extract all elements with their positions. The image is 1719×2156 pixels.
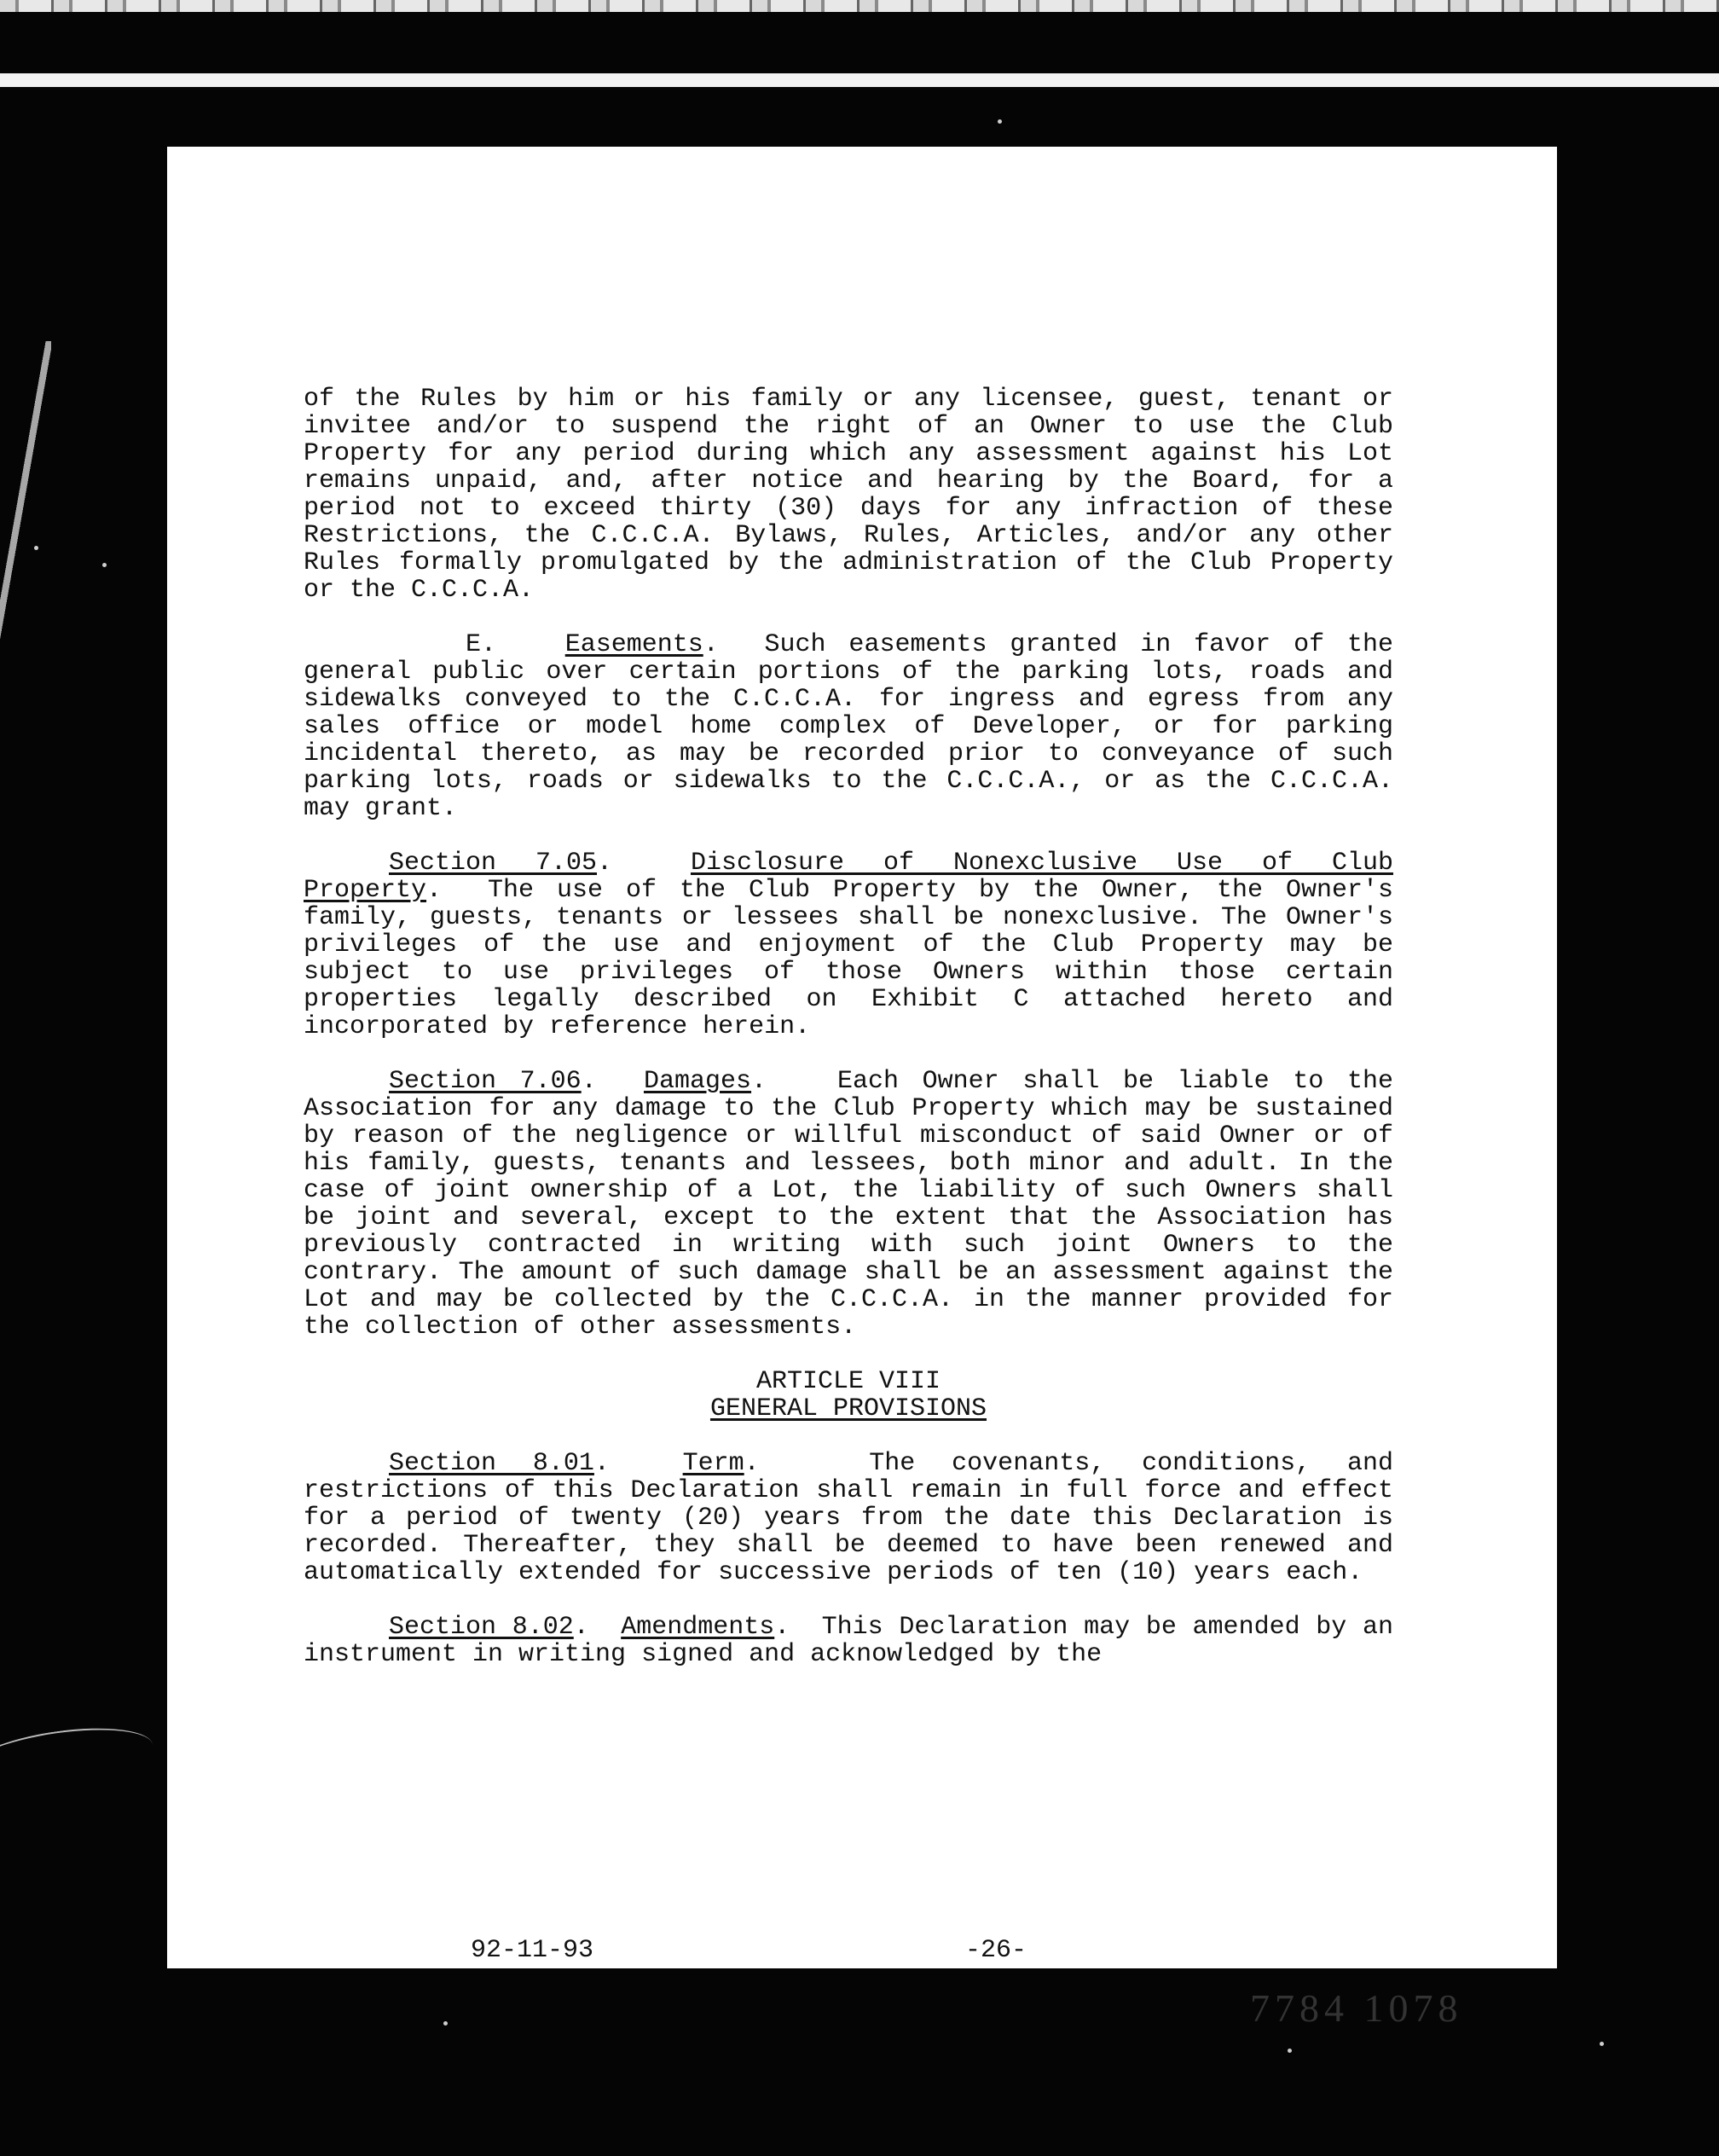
section-7-05-text: The use of the Club Property by the Owner, the Owner's family, guests, tenants or lessees shall be nonexclusive. The Owner's privileges of the use and enjoyment of the Club Property may be subject to use privileges of those Owners within those certain properties legally described on Exhibit C attached hereto and incorporated by reference herein.: [304, 876, 1393, 1041]
article-heading: [304, 1368, 1393, 1423]
section-7-06-text: Each Owner shall be liable to the Association for any damage to the Club Property which may be sustained by reason of the negligence or willful misconduct of said Owner or of his family, guests, tenants and lessees, both minor and adult. In the case of joint ownership of a Lot, the liability of such Owners shall be joint and several, except to the extent that the Association has previously contracted in writing with such joint Owners to the contrary. The amount of such damage shall be an assessment against the Lot and may be collected by the C.C.C.A. in the manner provided for the collection of other assessments.: [304, 1067, 1393, 1342]
recording-stamp: 7784 1078: [1250, 1986, 1463, 2030]
easements-letter: E.: [466, 630, 497, 659]
paragraph-section-8-02: Section 8.02. Amendments. This Declaration may be amended by an instrument in writing signed and acknowledged by the: [304, 1613, 1394, 1669]
section-8-02-number: Section 8.02: [389, 1613, 574, 1642]
document-body: [304, 385, 1393, 1695]
section-8-02-heading: Amendments: [621, 1613, 775, 1642]
scan-speck: [1600, 2042, 1604, 2046]
scan-speck: [998, 119, 1002, 124]
paragraph-section-8-01: Section 8.01. Term. The covenants, conditions, and restrictions of this Declaration shall remain in full force and effect for a period of twenty (20) years from the date this Declaration is recorded. Thereafter, they shall be deemed to have been renewed and automatically extended for successive periods of ten (10) years each.: [304, 1449, 1393, 1587]
scan-artifact-band: [0, 73, 1719, 87]
article-title: ARTICLE VIII: [755, 1367, 941, 1396]
paragraph-easements: E. Easements. Such easements granted in favor of the general public over certain portions of the parking lots, roads and sidewalks conveyed to the C.C.C.A. for ingress and egress from any sales office or model home complex of Developer, or for parking incidental thereto, as may be recorded prior to conveyance of such parking lots, roads or sidewalks to the C.C.C.A., or as the C.C.C.A. may grant.: [304, 630, 1393, 823]
easements-text: Such easements granted in favor of the general public over certain portions of the parking lots, roads and sidewalks conveyed to the C.C.C.A. for ingress and egress from any sales office or model home complex of Developer, or for parking incidental thereto, as may be recorded prior to conveyance of such parking lots, roads or sidewalks to the C.C.C.A., or as the C.C.C.A. may grant.: [304, 630, 1393, 823]
section-8-01-heading: Term: [682, 1449, 744, 1478]
section-8-01-text: The covenants, conditions, and restrictions of this Declaration shall remain in full force and effect for a period of twenty (20) years from the date this Declaration is recorded. Thereafter, they shall be deemed to have been renewed and automatically extended for successive periods of ten (10) years each.: [304, 1449, 1393, 1587]
section-7-05-number: Section 7.05: [389, 849, 598, 878]
scan-speck: [102, 563, 107, 567]
footer-date: 92-11-93: [471, 1936, 594, 1965]
article-subtitle: GENERAL PROVISIONS: [709, 1394, 987, 1423]
section-7-06-heading: Damages: [644, 1067, 752, 1096]
scan-artifact-edge: [0, 341, 51, 699]
paragraph-continuation: of the Rules by him or his family or any licensee, guest, tenant or invitee and/or to suspend the right of an Owner to use the Club Property for any period during which any assessment against his Lot remains unpaid, and, after notice and hearing by the Board, for a period not to exceed thirty (30) days for any infraction of these Restrictions, the C.C.C.A. Bylaws, Rules, Articles, and/or any other Rules formally promulgated by the administration of the Club Property or the C.C.C.A.: [304, 385, 1393, 605]
scan-artifact-top: [0, 0, 1719, 12]
section-8-02-text: This Declaration may be amended by an instrument in writing signed and acknowledged by the: [304, 1613, 1394, 1669]
scan-speck: [443, 2021, 448, 2026]
scan-speck: [1288, 2049, 1292, 2053]
section-7-05-heading: Disclosure of Nonexclusive Use of Club Property: [304, 849, 1393, 905]
document-page: [167, 147, 1557, 2030]
scan-artifact-arc: [0, 1718, 156, 1797]
section-7-06-number: Section 7.06: [389, 1067, 582, 1096]
paragraph-section-7-06: Section 7.06. Damages. Each Owner shall be liable to the Association for any damage to the Club Property which may be sustained by reason of the negligence or willful misconduct of said Owner or of his family, guests, tenants and lessees, both minor and adult. In the case of joint ownership of a Lot, the liability of such Owners shall be joint and several, except to the extent that the Association has previously contracted in writing with such joint Owners to the contrary. The amount of such damage shall be an assessment against the Lot and may be collected by the C.C.C.A. in the manner provided for the collection of other assessments.: [304, 1067, 1393, 1342]
easements-heading: Easements: [564, 630, 703, 659]
section-8-01-number: Section 8.01: [389, 1449, 594, 1478]
scan-speck: [34, 546, 38, 550]
paragraph-section-7-05: Section 7.05. Disclosure of Nonexclusive Use of Club Property. The use of the Club Property by the Owner, the Owner's family, guests, tenants or lessees shall be nonexclusive. The Owner's privileges of the use and enjoyment of the Club Property may be subject to use privileges of those Owners within those certain properties legally described on Exhibit C attached hereto and incorporated by reference herein.: [304, 849, 1393, 1041]
page-number: -26-: [965, 1936, 1027, 1965]
